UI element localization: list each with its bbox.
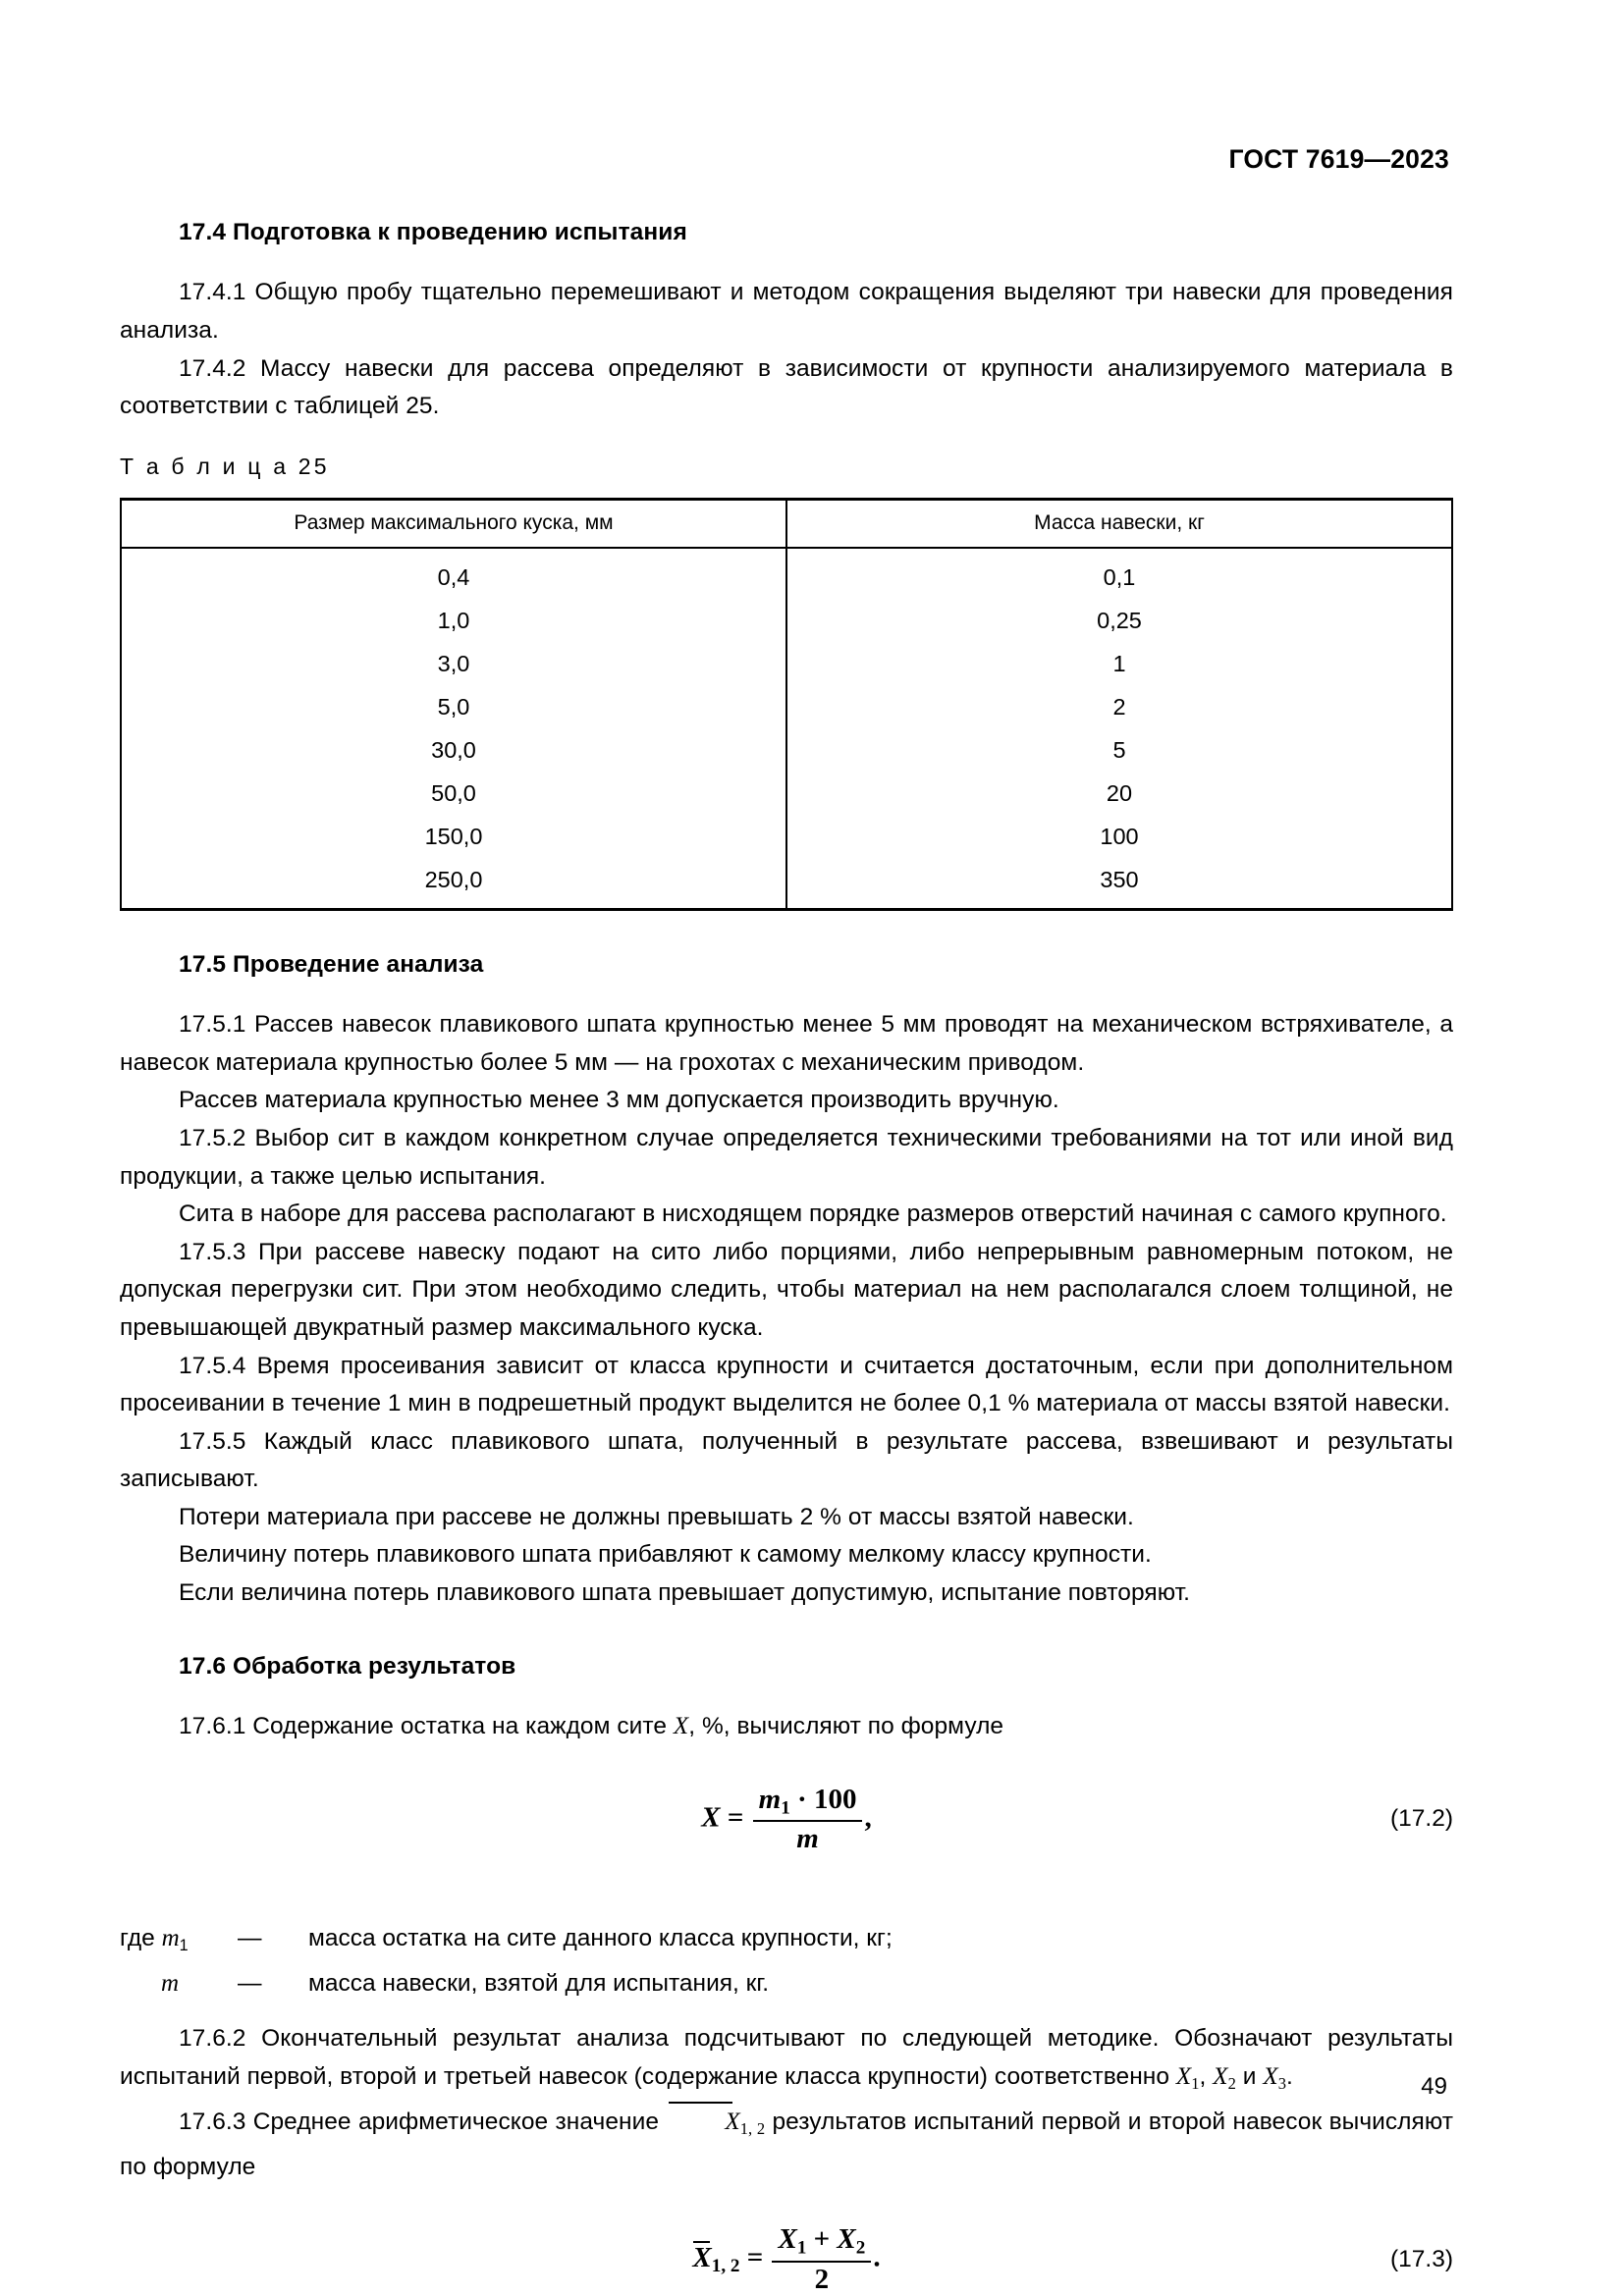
paragraph-losses-limit: Потери материала при рассеве не должны превышать 2 % от массы взятой навески. [179,1503,1134,1530]
cell-size: 0,4 [121,548,786,600]
cell-mass: 5 [1112,737,1126,764]
paragraph-17-5-1: 17.5.1 Рассев навесок плавикового шпата крупностью менее 5 мм проводят на механическом встряхивателе, а навесок материала крупностью более 5 мм — на грохотах с механическим приводом. [120,1011,1453,1076]
fraction-denominator: 2 [814,2263,830,2295]
table-row [121,600,1452,643]
paragraph-17-5-2-b: Сита в наборе для рассева располагают в нисходящем порядке размеров отверстий начиная с самого крупного. [179,1201,1447,1228]
table-25-caption: Т а б л и ц а 25 [120,453,330,479]
table-row [121,729,1452,773]
cell-mass: 100 [1100,824,1139,850]
fraction-denominator: m [796,1823,819,1855]
where-lead-m [120,1965,238,2003]
spacer [120,426,1453,454]
cell-size: 30,0 [121,729,786,773]
numerator-x1-subscript: 1 [796,2237,807,2259]
fraction-numerator [753,1783,863,1822]
paragraph-17-6-1 [120,1708,1453,1746]
heading-17-5: 17.5 Проведение анализа [179,950,484,978]
cell-mass: 1 [1112,651,1126,677]
page-content [120,218,1453,2294]
x3-subscript: 3 [1277,2073,1286,2093]
paragraph-17-4-2: 17.4.2 Массу навески для рассева определяют в зависимости от крупности анализируемого материала в соответствии с таблицей 25. [120,354,1453,420]
spacer [120,1746,1453,1786]
fraction-numerator [772,2225,871,2262]
paragraph-17-5-1-b: Рассев материала крупностью менее 3 мм допускается производить вручную. [179,1087,1059,1114]
multiplication-dot: · [789,1783,814,1815]
formula-17-3-row [120,2225,1453,2293]
period: . [1286,2062,1293,2090]
paragraph-17-5-3: 17.5.3 При рассеве навеску подают на сито либо порциями, либо непрерывным равномерным потоком, не допуская перегрузки сит. При этом необходимо следить, чтобы материал на нем располагался слоем толщиной, не превышающей двукратный размер максимального куска. [120,1238,1453,1341]
spacer [120,911,1453,950]
x-mean-letter: X [666,2103,739,2142]
cell-mass: 0,25 [1097,608,1142,634]
cell-size: 150,0 [121,816,786,859]
spacer [120,979,1453,1006]
paragraph-17-6-1-after: , %, вычисляют по формуле [688,1713,1004,1740]
variable-x3 [1263,2062,1286,2093]
cell-mass: 2 [1112,694,1126,721]
formula-lhs-x-mean: X [692,2241,712,2273]
heading-17-6: 17.6 Обработка результатов [179,1652,516,1680]
cell-size: 1,0 [121,600,786,643]
table-row [121,773,1452,816]
where-row-m1 [120,1920,1453,1964]
fraction [772,2225,871,2293]
table-row [121,548,1452,600]
table-row [121,859,1452,910]
where-lead-m1 [120,1920,238,1964]
variable-x2 [1213,2062,1236,2093]
variable-m: m [161,1969,180,1997]
spacer [120,2186,1453,2225]
cell-size: 3,0 [121,643,786,686]
table-row [121,643,1452,686]
equals-sign: = [739,2241,771,2273]
formula-17-2 [701,1783,872,1855]
formula-trailing-comma: , [864,1801,872,1834]
equation-number-17-3: (17.3) [1389,2246,1453,2273]
spacer [120,1613,1453,1652]
numerator-subscript: 1 [781,1796,790,1818]
paragraph-17-6-1-before: 17.6.1 Содержание остатка на каждом сите [179,1713,674,1740]
fraction [753,1783,863,1855]
equation-number-17-2: (17.2) [1389,1805,1453,1833]
cell-mass: 0,1 [1103,564,1136,591]
cell-mass: 20 [1106,780,1133,807]
variable-m-subscript: 1 [179,1936,189,1954]
where-definition-m1: масса остатка на сите данного класса крупности, кг; [308,1925,893,1952]
x1-subscript: 1 [1191,2073,1200,2093]
numerator-x1: X [778,2223,797,2256]
formula-lhs: X [701,1801,721,1834]
variable-m: m [161,1925,180,1952]
equals-sign: = [720,1801,751,1834]
spacer [120,480,1453,498]
numerator-constant: 100 [813,1783,857,1815]
table-column-header-size: Размер максимального куска, мм [121,499,786,548]
paragraph-losses-add: Величину потерь плавикового шпата прибавляют к самому мелкому классу крупности. [179,1541,1152,1569]
numerator-x2-subscript: 2 [855,2237,866,2259]
cell-size: 5,0 [121,686,786,729]
numerator-variable-m: m [758,1783,782,1815]
plus-sign: + [806,2223,838,2256]
table-row [121,686,1452,729]
x2-letter: X [1213,2062,1228,2090]
paragraph-17-4-1: 17.4.1 Общую пробу тщательно перемешивают и методом сокращения выделяют три навески для проведения анализа. [120,279,1453,344]
where-definitions [120,1920,1453,2002]
paragraph-17-5-2: 17.5.2 Выбор сит в каждом конкретном случае определяется техническими требованиями на тот или иной вид продукции, а также целью испытания. [120,1124,1453,1190]
spacer [120,1893,1453,1920]
where-dash: — [238,1969,262,1997]
where-definition-m: масса навески, взятой для испытания, кг. [308,1969,770,1997]
variable-x1 [1175,2062,1200,2093]
cell-mass: 350 [1100,867,1139,893]
formula-trailing-period: . [873,2241,881,2273]
paragraph-17-6-2-text: 17.6.2 Окончательный результат анализа подсчитывают по следующей методике. Обозначают результаты испытаний первой, второй и третьей навесок (содержание класса крупности) соответственно [120,2025,1453,2090]
paragraph-17-5-5: 17.5.5 Каждый класс плавикового шпата, полученный в результате рассева, взвешивают и результаты записывают. [120,1427,1453,1493]
table-25 [120,498,1453,911]
heading-17-4: 17.4 Подготовка к проведению испытания [179,219,687,245]
paragraph-17-6-3 [120,2103,1453,2186]
paragraph-17-6-3-before: 17.6.3 Среднее арифметическое значение [179,2109,667,2136]
where-keyword: где [120,1925,162,1952]
spacer [120,1681,1453,1708]
running-header-standard-number: ГОСТ 7619—2023 [1228,144,1449,174]
comma-separator: , [1199,2062,1214,2090]
spacer [120,2002,1453,2020]
conjunction-and: и [1235,2062,1264,2090]
paragraph-losses-repeat: Если величина потерь плавикового шпата превышает допустимую, испытание повторяют. [179,1579,1190,1607]
paragraph-17-6-3-after: результатов испытаний первой и второй навесок вычисляют по формуле [120,2109,1453,2180]
cell-size: 250,0 [121,859,786,910]
spacer [120,1853,1453,1893]
paragraph-17-6-2 [120,2020,1453,2103]
table-header-row [121,499,1452,548]
where-row-m [120,1965,1453,2003]
x-mean-subscript: 1, 2 [739,2119,766,2139]
spacer [120,246,1453,274]
x1-letter: X [1175,2062,1192,2090]
variable-x-mean [666,2109,766,2139]
formula-17-2-row [120,1783,1453,1855]
table-column-header-mass: Масса навески, кг [786,499,1452,548]
table-row [121,816,1452,859]
paragraph-17-5-4: 17.5.4 Время просеивания зависит от класса крупности и считается достаточным, если при дополнительном просеивании в течение 1 мин в подрешетный продукт выделится не более 0,1 % материала от массы взятой навески. [120,1352,1453,1417]
x2-subscript: 2 [1227,2073,1236,2093]
variable-x: X [673,1713,689,1740]
formula-lhs-subscript: 1, 2 [711,2256,740,2277]
numerator-x2: X [837,2223,856,2256]
cell-size: 50,0 [121,773,786,816]
page-number: 49 [1421,2073,1447,2100]
x3-letter: X [1263,2062,1278,2090]
where-dash: — [238,1925,262,1952]
formula-17-3 [692,2225,880,2293]
